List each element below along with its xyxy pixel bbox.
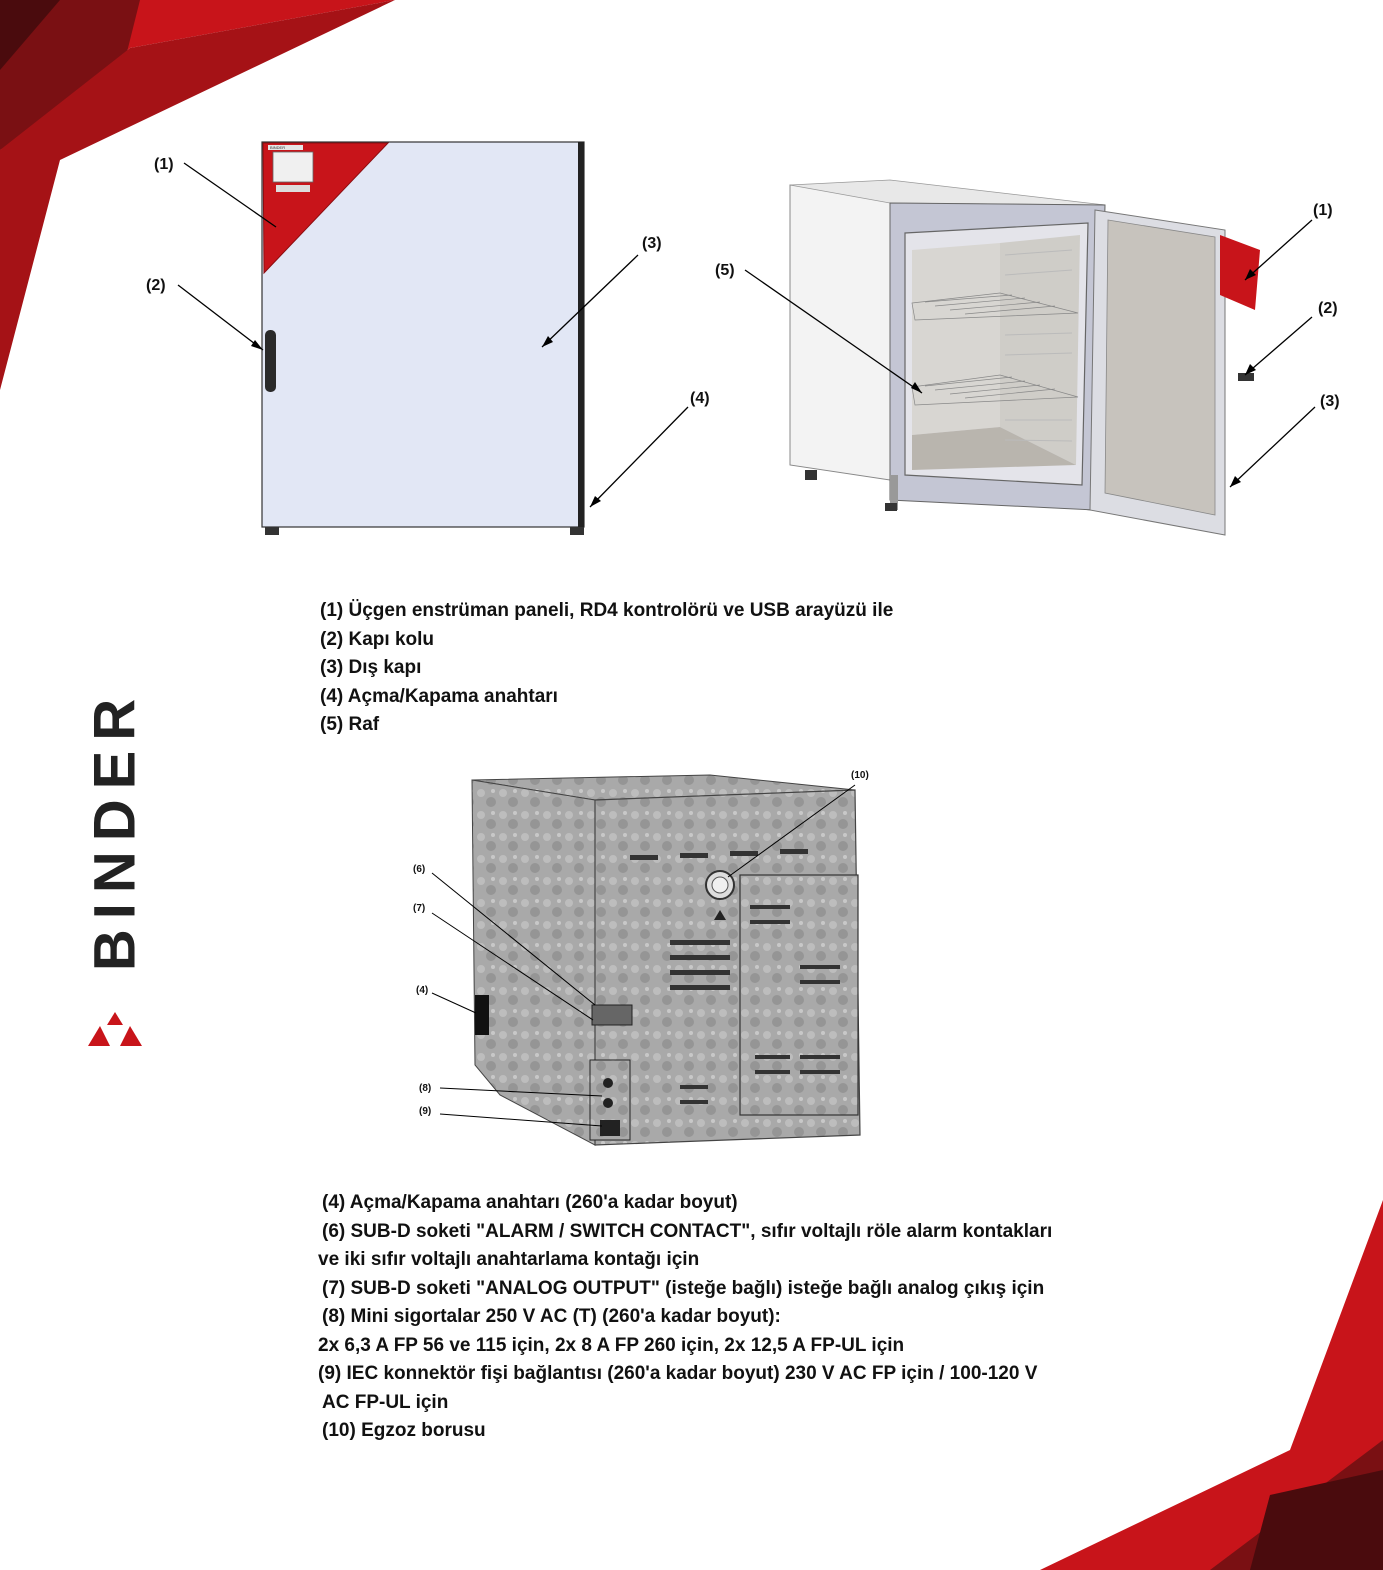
door-handle <box>265 330 276 392</box>
back-view-figure <box>410 765 890 1155</box>
callout-back-7: (7) <box>413 903 426 914</box>
callout-front-4: (4) <box>690 390 710 407</box>
front-view-figure <box>140 135 740 545</box>
callout-open-1: (1) <box>1313 202 1333 219</box>
callout-front-3: (3) <box>642 235 662 252</box>
callout-open-2: (2) <box>1318 300 1338 317</box>
legend-item: (9) IEC konnektör fişi bağlantısı (260'a kadar boyut) 230 V AC FP için / 100-120 V <box>318 1363 1038 1384</box>
legend-item: 2x 6,3 A FP 56 ve 115 için, 2x 8 A FP 260 için, 2x 12,5 A FP-UL için <box>318 1334 905 1356</box>
legend-back <box>318 1189 1052 1446</box>
callout-back-4: (4) <box>416 985 429 996</box>
legend-item: (7) SUB-D soketi "ANALOG OUTPUT" (isteğe bağlı) isteğe bağlı analog çıkış için <box>322 1277 1045 1299</box>
legend-item: (8) Mini sigortalar 250 V AC (T) (260'a kadar boyut): <box>322 1306 781 1327</box>
callout-front-1: (1) <box>154 156 174 173</box>
callout-front-2: (2) <box>146 277 166 294</box>
brand-logo-triangles <box>88 1012 142 1048</box>
legend-front <box>320 597 893 740</box>
open-door-figure <box>700 175 1370 545</box>
legend-item: (3) Dış kapı <box>320 657 422 678</box>
callout-back-10: (10) <box>851 770 869 781</box>
legend-item: AC FP-UL için <box>322 1391 449 1413</box>
legend-item: (6) SUB-D soketi "ALARM / SWITCH CONTACT", sıfır voltajlı röle alarm kontakları <box>322 1220 1053 1242</box>
callout-open-3: (3) <box>1320 393 1340 410</box>
callout-back-8: (8) <box>419 1083 432 1094</box>
legend-item: (1) Üçgen enstrüman paneli, RD4 kontrolörü ve USB arayüzü ile <box>320 600 894 621</box>
legend-item: ve iki sıfır voltajlı anahtarlama kontağı için <box>318 1249 700 1270</box>
legend-item: (4) Açma/Kapama anahtarı <box>320 685 558 707</box>
legend-item: (5) Raf <box>320 714 380 735</box>
legend-item: (10) Egzoz borusu <box>322 1420 486 1441</box>
callout-back-6: (6) <box>413 864 426 875</box>
callout-back-9: (9) <box>419 1106 432 1117</box>
callout-open-5: (5) <box>715 262 735 279</box>
legend-item: (4) Açma/Kapama anahtarı (260'a kadar boyut) <box>322 1192 738 1213</box>
svg-text:BINDER: BINDER <box>270 145 286 150</box>
brand-logo-text: BINDER <box>82 688 148 972</box>
legend-item: (2) Kapı kolu <box>320 628 435 650</box>
